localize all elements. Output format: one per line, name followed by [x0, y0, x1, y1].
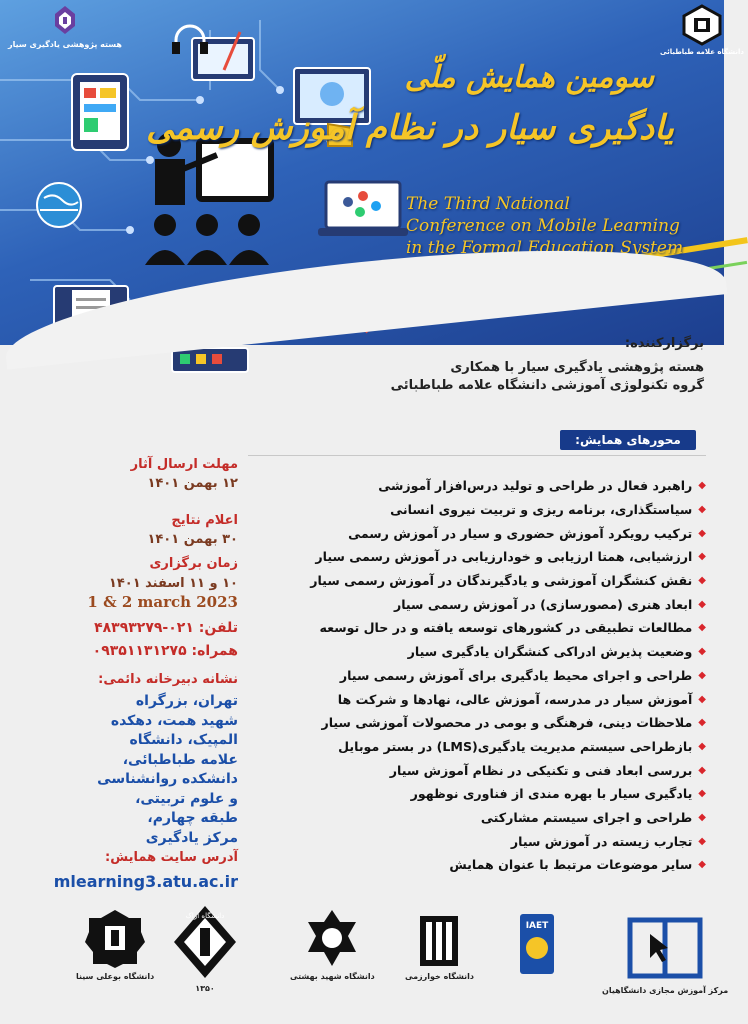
- address-label: نشانه دبیرخانه دائمی:: [98, 672, 238, 687]
- address-line: علامه طباطبائی،: [122, 751, 238, 768]
- research-core-logo: هسته پژوهشی یادگیری سیار: [8, 4, 122, 49]
- address-line: دانشکده روانشناسی: [97, 771, 238, 787]
- event-value: ۱۰ و ۱۱ اسفند ۱۴۰۱: [108, 576, 238, 591]
- address-line: تهران، بزرگراه: [135, 693, 238, 709]
- axis-item-text: ترکیب رویکرد آموزش حضوری و سیار در آموزش رسمی: [348, 525, 693, 541]
- sponsor-iaet-logo: [518, 912, 556, 976]
- atu-top-logo-icon: [680, 4, 724, 46]
- diamond-bullet-icon: ◆: [698, 575, 706, 587]
- svg-text:دانشگاه اراک: دانشگاه اراک: [185, 912, 225, 920]
- deadline-value: ۱۲ بهمن ۱۴۰۱: [147, 476, 238, 491]
- axis-item-text: نقش کنشگران آموزشی و یادگیرندگان در آموزش رسمی سیار: [310, 573, 693, 589]
- event-label: زمان برگزاری: [149, 556, 238, 571]
- axis-item-text: ارزشیابی، همتا ارزیابی و خودارزیابی در آموزش رسمی سیار: [315, 549, 693, 565]
- axis-item: [286, 806, 706, 830]
- organizers-heading: برگزارکننده:: [624, 336, 704, 351]
- social-laptop-icon: [318, 180, 408, 240]
- diamond-bullet-icon: ◆: [698, 788, 706, 800]
- diamond-bullet-icon: ◆: [698, 669, 706, 681]
- address-line: المپیک، دانشگاه: [129, 732, 238, 748]
- address-line: مرکز یادگیری: [145, 829, 238, 846]
- results-label: اعلام نتایج: [171, 513, 238, 528]
- title-en-line3: in the Formal Education System: [406, 238, 684, 258]
- axis-item-text: طراحی و اجرای سیستم مشارکتی: [480, 809, 693, 825]
- axis-item: [286, 711, 706, 735]
- address-line: طبقه چهارم،: [147, 810, 238, 826]
- diamond-bullet-icon: ◆: [698, 717, 706, 729]
- sponsor-kharazmi-logo: دانشگاه خوارزمی: [405, 912, 474, 981]
- research-core-logo-icon: [45, 4, 85, 38]
- axis-item-text: یادگیری سیار با بهره مندی از فناوری نوظهور: [410, 786, 693, 802]
- axis-item: [286, 616, 706, 640]
- axes-title: محورهای همایش:: [560, 430, 696, 450]
- axis-item: [286, 592, 706, 616]
- globe-icon: [34, 180, 84, 230]
- address-block: [97, 692, 238, 848]
- axis-item-text: راهبرد فعال در طراحی و تولید درس‌افزار آموزشی: [378, 478, 693, 494]
- phone: تلفن: ۰۲۱-۴۸۳۹۳۲۷۹: [94, 620, 238, 636]
- axis-item: [286, 664, 706, 688]
- axis-item-text: بررسی ابعاد فنی و تکنیکی در نظام آموزش سیار: [389, 762, 693, 778]
- address-line: شهید همت، دهکده: [110, 712, 238, 729]
- diamond-bullet-icon: ◆: [698, 859, 706, 871]
- atu-top-logo: دانشگاه علامه طباطبائی: [660, 4, 744, 56]
- axis-item: [286, 640, 706, 664]
- diamond-bullet-icon: ◆: [698, 646, 706, 658]
- organizers-line2: گروه تکنولوژی آموزشی دانشگاه علامه طباطبائی: [390, 378, 704, 393]
- diamond-bullet-icon: ◆: [698, 504, 706, 516]
- diamond-bullet-icon: ◆: [698, 693, 706, 705]
- site-label: آدرس سایت همایش:: [105, 850, 238, 865]
- address-line: و علوم تربیتی،: [135, 790, 238, 807]
- diamond-bullet-icon: ◆: [698, 527, 706, 539]
- organizers-line1: هسته پژوهشی یادگیری سیار با همکاری: [450, 360, 704, 375]
- diamond-bullet-icon: ◆: [698, 764, 706, 776]
- sponsor-virtual-center-logo: مرکز آموزش مجازی دانشگاهیان: [602, 912, 728, 995]
- book-cursor-icon: [620, 912, 710, 984]
- sponsor-arak-logo: دانشگاه اراک ۱۳۵۰: [170, 902, 240, 993]
- sponsor-beheshti-logo: دانشگاه شهید بهشتی: [290, 908, 375, 981]
- event-value-en: 1 & 2 march 2023: [87, 593, 238, 611]
- axis-item-text: سایر موضوعات مرتبط با عنوان همایش: [449, 857, 693, 873]
- axis-item: [286, 829, 706, 853]
- axis-item: [286, 782, 706, 806]
- beheshti-logo-icon: [302, 908, 362, 970]
- title-fa-line2: یادگیری سیار در نظام آموزش رسمی: [146, 108, 674, 148]
- sponsor-bu-ali-logo: دانشگاه بوعلی سینا: [76, 908, 154, 981]
- svg-text:IAET: IAET: [525, 921, 549, 931]
- diamond-bullet-icon: ◆: [698, 598, 706, 610]
- title-en: [406, 193, 683, 259]
- bu-ali-logo-icon: [85, 908, 145, 970]
- diamond-bullet-icon: ◆: [698, 811, 706, 823]
- title-en-line1: The Third National: [406, 194, 570, 214]
- diamond-bullet-icon: ◆: [698, 835, 706, 847]
- headset-icon: [170, 22, 210, 58]
- axis-item: [286, 521, 706, 545]
- diamond-bullet-icon: ◆: [698, 480, 706, 492]
- axis-item: [286, 687, 706, 711]
- axis-item-text: سیاستگذاری، برنامه ریزی و تربیت نیروی انسانی: [390, 502, 693, 518]
- axis-item: [286, 853, 706, 877]
- axis-item-text: ابعاد هنری (مصورسازی) در آموزش رسمی سیار: [393, 596, 693, 612]
- site-url-link[interactable]: mlearning3.atu.ac.ir: [53, 872, 238, 891]
- axis-item-text: مطالعات تطبیقی در کشورهای توسعه یافته و در حال توسعه: [319, 620, 693, 636]
- axis-item-text: آموزش سیار در مدرسه، آموزش عالی، نهادها و شرکت ها: [337, 691, 693, 707]
- axis-item: [286, 569, 706, 593]
- axis-item: [286, 498, 706, 522]
- axis-item-text: ملاحظات دینی، فرهنگی و بومی در محصولات آموزشی سیار: [321, 715, 693, 731]
- axis-item: [286, 735, 706, 759]
- title-fa-line1: سومین همایش ملّی: [404, 60, 654, 95]
- axis-item-text: طراحی و اجرای محیط یادگیری برای آموزش رسمی سیار: [339, 667, 693, 683]
- axis-item: [286, 545, 706, 569]
- results-value: ۳۰ بهمن ۱۴۰۱: [147, 532, 238, 547]
- diamond-bullet-icon: ◆: [698, 622, 706, 634]
- axis-item-text: بازطراحی سیستم مدیریت یادگیری(LMS) در بستر موبایل: [338, 738, 693, 754]
- tablet-icon: [70, 72, 130, 152]
- diamond-bullet-icon: ◆: [698, 740, 706, 752]
- arak-logo-icon: [170, 902, 240, 982]
- deadline-label: مهلت ارسال آثار: [130, 457, 238, 472]
- axis-item: [286, 474, 706, 498]
- axes-list: [286, 474, 706, 877]
- axis-item-text: وضعیت پذیرش ادراکی کنشگران یادگیری سیار: [407, 644, 693, 660]
- axis-item: [286, 758, 706, 782]
- iaet-logo-icon: [518, 912, 556, 976]
- mobile: همراه: ۰۹۳۵۱۱۳۱۲۷۵: [92, 643, 238, 659]
- kharazmi-logo-icon: [414, 912, 464, 970]
- axes-divider: [248, 455, 706, 456]
- title-en-line2: Conference on Mobile Learning: [406, 216, 680, 236]
- diamond-bullet-icon: ◆: [698, 551, 706, 563]
- axis-item-text: تجارب زیسته در آموزش سیار: [510, 833, 693, 849]
